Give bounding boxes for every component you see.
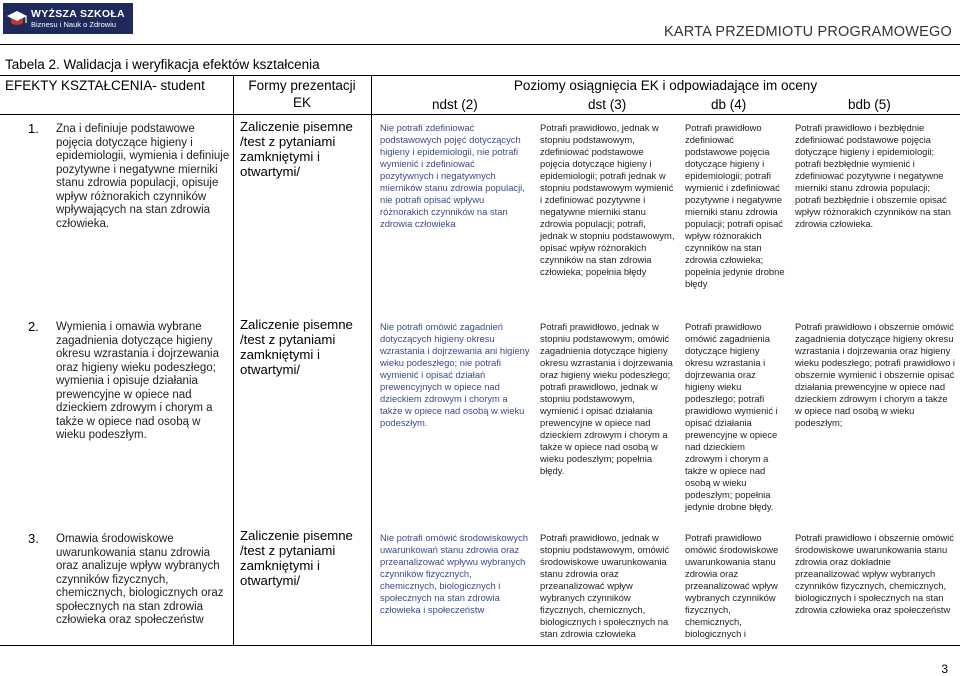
logo-subtitle: Biznesu i Nauk o Zdrowiu: [31, 20, 117, 29]
header-forms-line1: Formy prezentacji: [248, 78, 356, 93]
document-title: KARTA PRZEDMIOTU PROGRAMOWEGO: [663, 24, 952, 40]
criteria-bdb: Potrafi prawidłowo i obszernie omówić zagadnienia dotyczące higieny okresu wzrastania i dojrzewania oraz higieny wieku podeszłego; potrafi prawidłowo i obszernie wymienić i obszernie opisać działania prewencyjne w opiece nad dzieckiem zdrowym i chorym a także w opiece nad osobą w wieku podeszłym;: [795, 321, 955, 428]
row-number: 1.: [28, 121, 39, 136]
assessment-form: Zaliczenie pisemne /test z pytaniami zamkniętymi i otwartymi/: [240, 119, 353, 179]
criteria-db: Potrafi prawidłowo omówić zagadnienia dotyczące higieny okresu wzrastania i dojrzewania oraz higieny wieku podeszłego; potrafi prawidłowo wymienić i opisać działania prewencyjne w opiece nad dzieckiem zdrowym i chorym a także w opiece nad osobą w wieku podeszłym; popełnia jedynie drobne błędy.: [685, 321, 778, 512]
criteria-bdb: Potrafi prawidłowo i bezbłędnie zdefiniować podstawowe pojęcia dotyczące higieny i epidemiologii; potrafi bezbłędnie wymienić i zdefiniować pozytywne i negatywne mierniki stanu zdrowia populacji; potrafi bezbłędnie i obszernie opisać wpływ różnorakich czynników na stan zdrowia człowieka.: [795, 122, 951, 229]
column-divider-forms: [371, 75, 372, 645]
grade-bdb: bdb (5): [848, 97, 891, 112]
effect-description: Zna i definiuje podstawowe pojęcia dotyczące higieny i epidemiologii, wymienia i definiuje pozytywne i negatywne mierniki stanu zdrowia populacji, opisuje wpływ różnorakich czynników wpływających na stan zdrowia człowieka.: [56, 123, 230, 230]
criteria-dst: Potrafi prawidłowo, jednak w stopniu podstawowym, omówić zagadnienia dotyczące higieny okresu wzrastania i dojrzewania oraz higieny wieku podeszłego; potrafi prawidłowo, jednak w stopniu podstawowym, wymienić i opisać działania prewencyjne w opiece nad dzieckiem zdrowym i chorym a także w opiece nad osobą w wieku podeszłym; popełnia błędy.: [540, 321, 673, 476]
criteria-ndst: Nie potrafi omówić środowiskowych uwarunkowań stanu zdrowia oraz przeanalizować wpływu wybranych czynników fizycznych, chemicznych, biologicznych i społecznych na stan zdrowia człowieka i społeczeństw: [380, 532, 528, 615]
page-number: 3: [941, 662, 948, 676]
effect-description: Wymienia i omawia wybrane zagadnienia dotyczące higieny okresu wzrastania i dojrzewania oraz higieny wieku podeszłego; wymienia i opisuje działania prewencyjne w opiece nad dzieckiem zdrowym i chorym a także w opiece nad osobą w wieku podeszłym.: [56, 321, 219, 441]
criteria-dst: Potrafi prawidłowo, jednak w stopniu podstawowym, zdefiniować podstawowe pojęcia dotyczące higieny i epidemiologii; potrafi jednak w stopniu podstawowym wymienić i zdefiniować pozytywne i negatywne mierniki stanu zdrowia populacji; potrafi, jednak w stopniu podstawowym, opisać wpływ różnorakich czynników na stan zdrowia człowieka; popełnia błędy: [540, 122, 675, 277]
table-header-border: [0, 114, 960, 115]
criteria-bdb: Potrafi prawidłowo i obszernie omówić środowiskowe uwarunkowania stanu zdrowia oraz dokładnie przeanalizować wpływ wybranych czynników fizycznych, chemicznych, biologicznych i społecznych na stan zdrowia człowieka oraz społeczeństw: [795, 532, 954, 615]
table-top-border: [0, 75, 960, 76]
logo-name: WYŻSZA SZKOŁA: [31, 7, 125, 20]
assessment-form: Zaliczenie pisemne /test z pytaniami zamkniętymi i otwartymi/: [240, 317, 353, 377]
assessment-form: Zaliczenie pisemne /test z pytaniami zamkniętymi i otwartymi/: [240, 528, 353, 588]
row-number: 2.: [28, 319, 39, 334]
table-caption: Tabela 2. Walidacja i weryfikacja efektów kształcenia: [5, 57, 320, 72]
grade-dst: dst (3): [588, 97, 627, 112]
criteria-dst: Potrafi prawidłowo, jednak w stopniu podstawowym, omówić środowiskowe uwarunkowania stanu zdrowia oraz przeanalizować wpływ wybranych czynników fizycznych, chemicznych, biologicznych i społecznych na stan zdrowia człowieka: [540, 532, 670, 639]
criteria-ndst: Nie potrafi omówić zagadnień dotyczących higieny okresu wzrastania i dojrzewania ani higieny wieku podeszłego; nie potrafi wymienić i opisać działań prewencyjnych w opiece nad dzieckiem zdrowym i chorym a także w opiece nad osobą w wieku podeszłym.: [380, 321, 530, 428]
table-bottom-border: [0, 645, 960, 646]
header-rule: [0, 44, 960, 45]
header-forms-line2: EK: [292, 95, 311, 110]
school-logo: [3, 3, 133, 34]
grade-ndst: ndst (2): [432, 97, 478, 112]
column-divider-effects: [233, 75, 234, 645]
row-number: 3.: [28, 531, 39, 546]
criteria-ndst: Nie potrafi zdefiniować podstawowych pojęć dotyczących higieny i epidemiologii, nie potrafi wymienić i zdefiniować pozytywnych i negatywnych mierników stanu zdrowia populacji, nie potrafi opisać wpływu różnorakich czynników na stan zdrowia człowieka: [380, 122, 525, 229]
criteria-db: Potrafi prawidłowo zdefiniować podstawowe pojęcia dotyczące higieny i epidemiologii; potrafi wymienić i zdefiniować pozytywne i negatywne mierniki stanu zdrowia populacji; potrafi opisać wpływ różnorakich czynników na stan zdrowia człowieka; popełnia jedynie drobne błędy: [685, 122, 785, 289]
graduation-cap-icon: [3, 3, 31, 34]
grade-db: db (4): [711, 97, 747, 112]
criteria-db: Potrafi prawidłowo omówić środowiskowe uwarunkowania stanu zdrowia oraz przeanalizować wpływ wybranych czynników fizycznych, chemicznych, biologicznych i: [685, 532, 779, 639]
header-levels: Poziomy osiągnięcia EK i odpowiadające im oceny: [513, 78, 818, 93]
header-effects: EFEKTY KSZTAŁCENIA- student: [5, 78, 205, 93]
effect-description: Omawia środowiskowe uwarunkowania stanu zdrowia oraz analizuje wpływ wybranych czynników fizycznych, chemicznych, biologicznych oraz społecznych na stan zdrowia człowieka oraz społeczeństw: [56, 533, 224, 626]
